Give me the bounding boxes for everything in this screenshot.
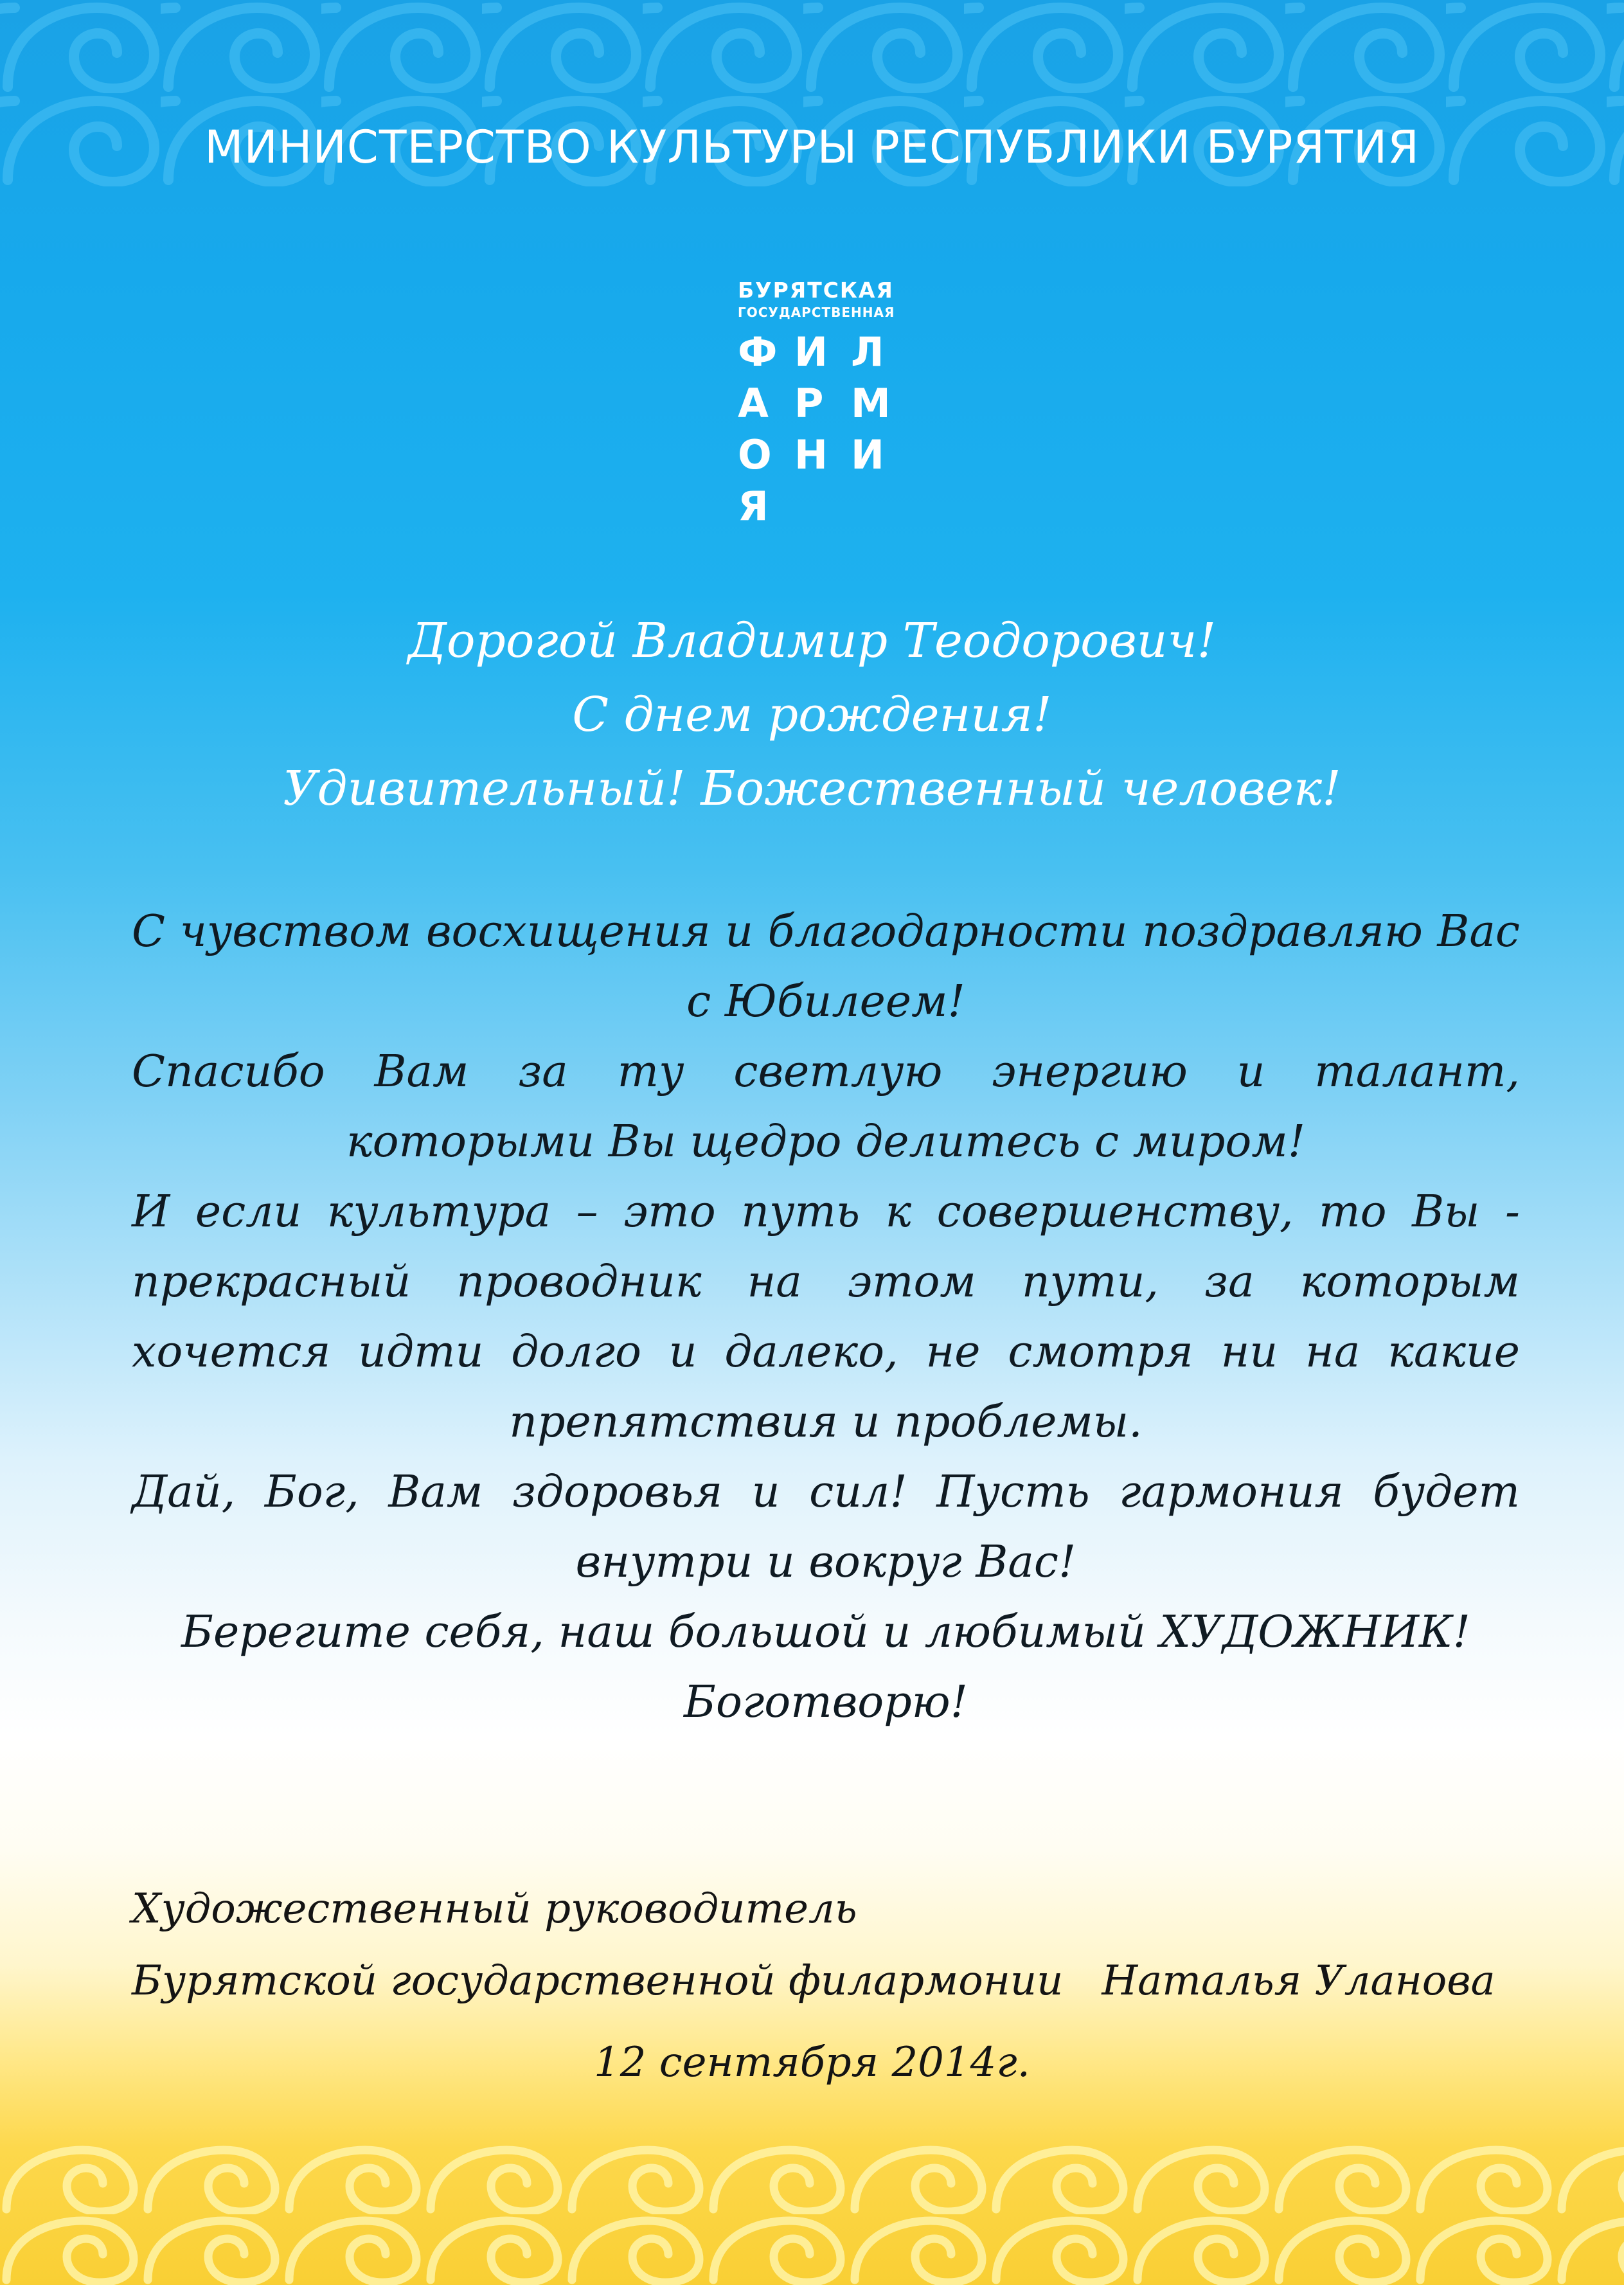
bottom-ornament-band	[0, 2144, 1624, 2285]
logo-letter: И	[851, 431, 884, 478]
letter-body	[132, 897, 1520, 1737]
body-paragraph: С чувством восхищения и благодарности поздравляю Вас с Юбилеем!	[132, 906, 1520, 1027]
greeting-block	[129, 604, 1495, 826]
signature-block	[132, 1873, 1546, 2017]
body-paragraph: Дай, Бог, Вам здоровья и сил! Пусть гармония будет внутри и вокруг Вас!	[132, 1467, 1520, 1588]
body-paragraph: И если культура – это путь к совершенству, то Вы - прекрасный проводник на этом пути, за которым хочется идти долго и далеко, не смотря ни на какие препятствия и проблемы.	[132, 1187, 1520, 1447]
logo-letter: Я	[738, 483, 769, 530]
logo-line-state: ГОСУДАРСТВЕННАЯ	[738, 305, 895, 320]
ministry-title: МИНИСТЕРСТВО КУЛЬТУРЫ РЕСПУБЛИКИ БУРЯТИЯ	[204, 121, 1420, 174]
signature-organization: Бурятской государственной филармонии	[132, 1957, 1064, 2005]
greeting-line: Удивительный! Божественный человек!	[283, 761, 1341, 816]
logo-letter: Н	[794, 431, 828, 478]
philharmonic-logo	[738, 278, 898, 532]
signature-name: Наталья Уланова	[1102, 1957, 1495, 2005]
letter-date: 12 сентября 2014г.	[593, 2039, 1031, 2086]
logo-letter-grid	[738, 327, 898, 532]
logo-line-buryat: БУРЯТСКАЯ	[738, 278, 894, 303]
body-paragraph: Боготворю!	[684, 1677, 968, 1728]
body-paragraph: Спасибо Вам за ту светлую энергию и талант, которыми Вы щедро делитесь с миром!	[132, 1046, 1520, 1167]
signature-title-line	[132, 1945, 1546, 2017]
signature-title-line: Художественный руководитель	[132, 1885, 857, 1933]
body-paragraph: Берегите себя, наш большой и любимый ХУДОЖНИК!	[181, 1607, 1471, 1658]
greeting-line: С днем рождения!	[572, 687, 1052, 742]
logo-letter: Ф	[738, 328, 778, 375]
logo-letter: Л	[851, 328, 884, 375]
greeting-line: Дорогой Владимир Теодорович!	[407, 613, 1217, 668]
logo-letter: М	[851, 380, 891, 427]
logo-letter: И	[794, 328, 828, 375]
logo-letter: О	[738, 431, 772, 478]
logo-letter: Р	[794, 380, 824, 427]
logo-letter: А	[738, 380, 769, 427]
